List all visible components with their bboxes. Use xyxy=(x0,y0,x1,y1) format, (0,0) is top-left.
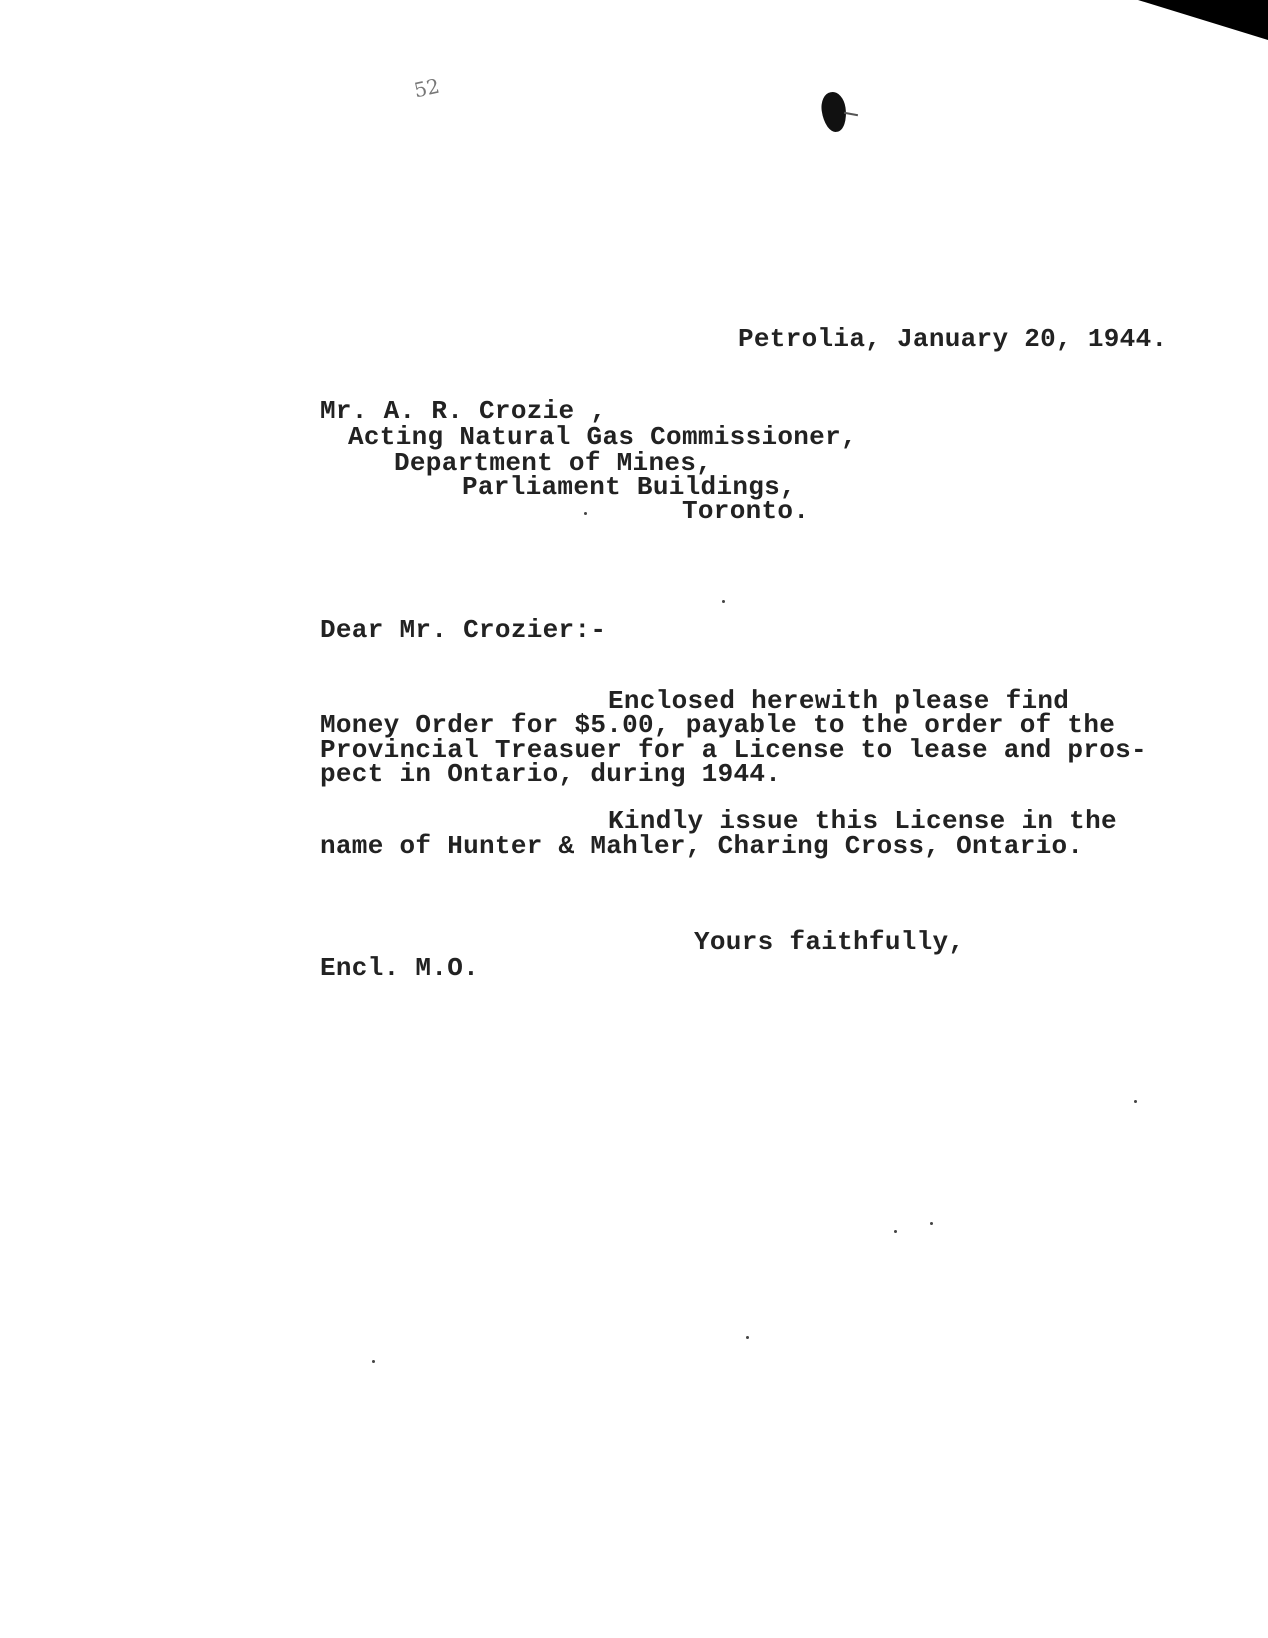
recipient-name: Mr. A. R. Crozie , xyxy=(320,396,607,426)
body-line-5: Kindly issue this License in the xyxy=(608,806,1117,836)
closing: Yours faithfully, xyxy=(694,927,965,957)
recipient-building: Parliament Buildings, xyxy=(462,472,796,502)
body-line-6: name of Hunter & Mahler, Charing Cross, Ontario. xyxy=(320,831,1084,861)
salutation: Dear Mr. Crozier:- xyxy=(320,615,607,645)
body-line-1: Enclosed herewith please find xyxy=(608,686,1070,716)
scan-speck xyxy=(746,1336,749,1339)
recipient-city: Toronto. xyxy=(682,496,810,526)
scan-speck xyxy=(722,600,725,603)
scan-speck xyxy=(372,1360,375,1363)
recipient-department: Department of Mines, xyxy=(394,448,713,478)
body-line-2: Money Order for $5.00, payable to the order of the xyxy=(320,710,1116,740)
scan-speck xyxy=(584,512,587,515)
scan-corner-mark xyxy=(1138,0,1268,40)
enclosure-note: Encl. M.O. xyxy=(320,953,480,983)
scan-speck xyxy=(1134,1100,1137,1103)
dateline: Petrolia, January 20, 1944. xyxy=(738,324,1168,354)
scan-speck xyxy=(930,1222,933,1225)
margin-note: 52 xyxy=(411,73,442,103)
ink-blot-tail xyxy=(844,112,858,116)
body-line-3: Provincial Treasuer for a License to lease and pros- xyxy=(320,735,1147,765)
scan-speck xyxy=(894,1230,897,1233)
body-line-4: pect in Ontario, during 1944. xyxy=(320,759,782,789)
recipient-title: Acting Natural Gas Commissioner, xyxy=(348,422,857,452)
